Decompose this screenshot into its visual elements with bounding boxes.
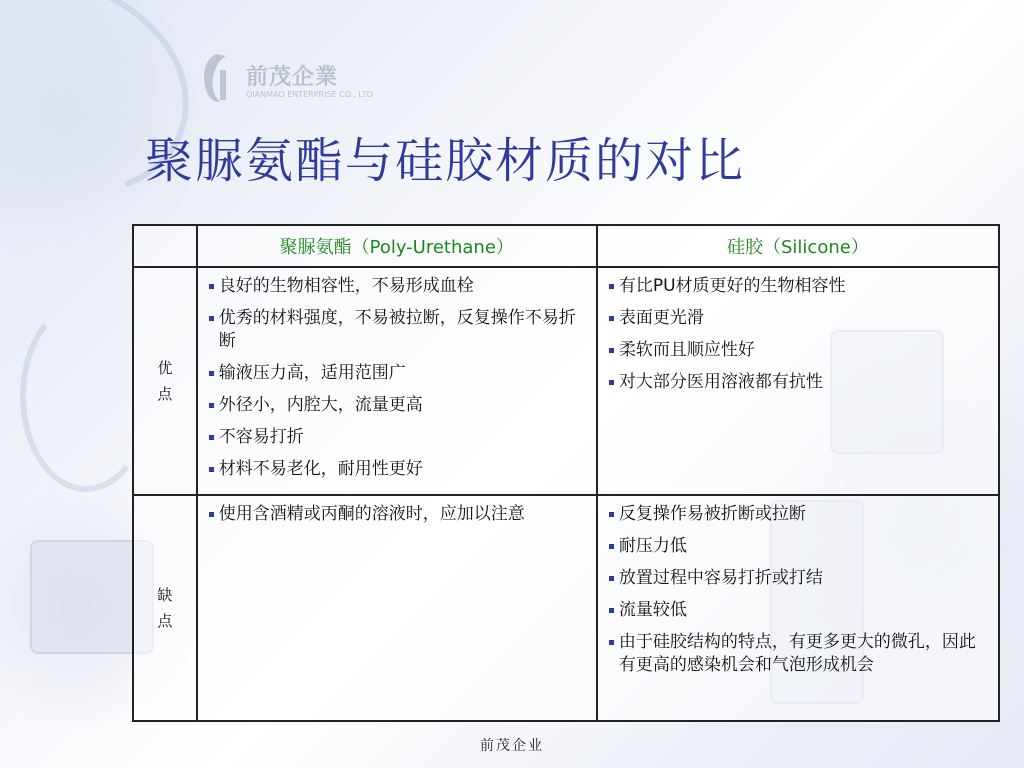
list-item-text: 反复操作易被折断或拉断 (618, 504, 806, 524)
list-item (609, 535, 989, 558)
header-silicone: 硅胶（Silicone） (597, 225, 999, 267)
bullet-icon (209, 316, 214, 321)
list-item (209, 307, 587, 353)
bullet-icon (209, 403, 214, 408)
pu-disadvantages-cell (197, 495, 597, 721)
bullet-icon (609, 512, 614, 517)
row-label-char: 点 (157, 612, 173, 630)
bullet-icon (209, 284, 214, 289)
list-item-text: 对大部分医用溶液都有抗性 (618, 372, 823, 392)
pu-advantages-cell (197, 267, 597, 495)
list-item-text: 优秀的材料强度，不易被拉断，反复操作不易折断 (218, 308, 576, 351)
list-item (209, 503, 587, 526)
bullet-icon (609, 640, 614, 645)
header-corner-cell (133, 225, 197, 267)
row-label-disadvantages (133, 495, 197, 721)
footer-company-name: 前茂企业 (480, 738, 544, 754)
list-item (609, 371, 989, 394)
list-item-text: 柔软而且顺应性好 (618, 340, 755, 360)
list-item (209, 394, 587, 417)
silicone-advantages-cell (597, 267, 999, 495)
list-item (609, 631, 989, 677)
bullet-icon (609, 544, 614, 549)
bullet-icon (609, 284, 614, 289)
list-item (609, 599, 989, 622)
logo-english-name: QIANMAO ENTERPRISE CO., LTD (246, 90, 373, 99)
list-item (609, 567, 989, 590)
list-item (609, 339, 989, 362)
logo-chinese-name: 前茂企業 (246, 65, 339, 90)
list-item-text: 流量较低 (618, 600, 687, 620)
bullet-icon (209, 371, 214, 376)
row-label-char: 点 (157, 385, 173, 403)
table-row-disadvantages (133, 495, 999, 721)
logo-mark-icon (196, 50, 236, 106)
silicone-disadvantages-list (599, 497, 997, 683)
list-item-text: 耐压力低 (618, 536, 687, 556)
list-item-text: 不容易打折 (218, 427, 304, 447)
bullet-icon (609, 380, 614, 385)
table-header-row (133, 225, 999, 267)
company-logo (196, 50, 396, 106)
row-label-char: 缺 (157, 586, 173, 604)
bullet-icon (209, 435, 214, 440)
list-item-text: 外径小，内腔大，流量更高 (218, 395, 423, 415)
bullet-icon (609, 576, 614, 581)
list-item-text: 放置过程中容易打折或打结 (618, 568, 823, 588)
list-item (609, 307, 989, 330)
bullet-icon (209, 467, 214, 472)
table-row-advantages (133, 267, 999, 495)
list-item-text: 使用含酒精或丙酮的溶液时，应加以注意 (218, 504, 525, 524)
bullet-icon (609, 608, 614, 613)
list-item-text: 输液压力高，适用范围广 (218, 363, 406, 383)
list-item-text: 有比PU材质更好的生物相容性 (618, 276, 846, 296)
page-title: 聚脲氨酯与硅胶材质的对比 (145, 133, 746, 189)
pu-advantages-list (199, 269, 595, 487)
bullet-icon (209, 512, 214, 517)
list-item (209, 275, 587, 298)
bullet-icon (609, 348, 614, 353)
list-item (209, 362, 587, 385)
silicone-advantages-list (599, 269, 997, 400)
row-label-advantages (133, 267, 197, 495)
header-polyurethane: 聚脲氨酯（Poly-Urethane） (197, 225, 597, 267)
bullet-icon (609, 316, 614, 321)
row-label-char: 优 (157, 359, 173, 377)
list-item (209, 426, 587, 449)
list-item-text: 材料不易老化，耐用性更好 (218, 459, 423, 479)
list-item (609, 275, 989, 298)
list-item-text: 由于硅胶结构的特点，有更多更大的微孔，因此有更高的感染机会和气泡形成机会 (618, 632, 976, 675)
pu-disadvantages-list (199, 497, 595, 532)
list-item-text: 良好的生物相容性，不易形成血栓 (218, 276, 474, 296)
list-item (209, 458, 587, 481)
list-item (609, 503, 989, 526)
list-item-text: 表面更光滑 (618, 308, 704, 328)
silicone-disadvantages-cell (597, 495, 999, 721)
comparison-table (132, 224, 1000, 722)
